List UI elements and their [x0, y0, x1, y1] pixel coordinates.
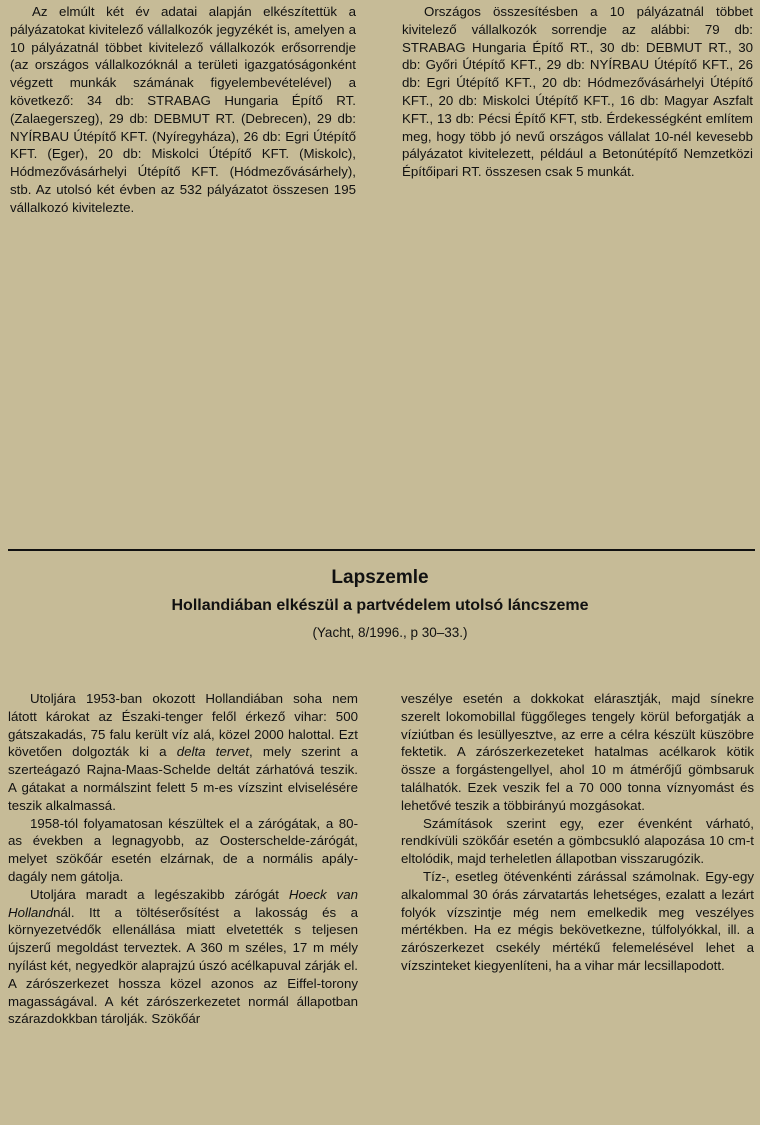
top-left-paragraph: Az elmúlt két év adatai alapján elkészítettük a pályázatokat kivitelező vállalkozók jegyzékét is, amelyen a 10 pályázatnál többet kivitelező vállalkozók erősorrendje (az országos vállalkozóknál a területi igazgatóságonként végzett munkák számának figyelembevételével) a következő: 34 db: STRABAG Hungaria Építő RT. (Zalaegerszeg), 29 db: DEBMUT RT. (Debrecen), 29 db: NYÍRBAU Útépítő KFT. (Nyíregyháza), 26 db: Egri Útépítő KFT. (Eger), 20 db: Miskolci Útépítő KFT. (Miskolc), Hódmezővásárhelyi Útépítő KFT. (Hódmezővásárhely), stb. Az utolsó két évben az 532 pályázatot összesen 195 vállalkozó kivitelezte.	[10, 4, 356, 215]
article-paragraph-1: Utoljára 1953-ban okozott Hollandiában soha nem látott károkat az Északi-tenger felől érkező vihar: 500 gátszakadás, 75 falu került víz alá, közel 2000 halottal. Ezt követően dolgozták ki a delta tervet, mely szerint a szerteágazó Rajna-Maas-Schelde deltát zárhatóvá teszik. A gátakat a normálszint felett 5 m-es vízszint elviselésére teszik alkalmassá.	[8, 691, 358, 813]
top-left-column	[10, 3, 356, 217]
section-title: Lapszemle	[331, 567, 429, 588]
article-citation: (Yacht, 8/1996., p 30–33.)	[312, 625, 468, 640]
article-left-column	[8, 690, 358, 1028]
article-paragraph-4: veszélye esetén a dokkokat elárasztják, majd sínekre szerelt lokomobillal függőleges tengely körül beforgatják a víziútban és lesüllyesztve, az erre a célra készült küszöbre fektetik. A zárószerkezeteket hatalmas acélkarok kötik össze a forgástengellyel, ahol 10 m átmérőjű gömbsaruk találhatók. Ezek veszik fel a 70 000 tonna víznyomást és lehetővé teszik a többirányú mozgásokat.	[401, 691, 754, 813]
top-right-paragraph: Országos összesítésben a 10 pályázatnál többet kivitelező vállalkozók sorrendje az alábbi: 79 db: STRABAG Hungaria Építő RT., 30 db: DEBMUT RT., 30 db: Győri Útépítő KFT., 29 db: NYÍRBAU Útépítő KFT., 26 db: Egri Útépítő KFT., 20 db: Hódmezővásárhelyi Útépítő KFT., 20 db: Miskolci Útépítő KFT., 16 db: Magyar Aszfalt KFT., 13 db: Pécsi Építő KFT, stb. Érdekességként említem meg, hogy több jó nevű országos vállalat 10-nél kevesebb pályázatot kivitelezett, például a Betonútépítő Nemzetközi Építőipari RT. összesen csak 5 munkát.	[402, 4, 753, 180]
article-paragraph-6: Tíz-, esetleg ötévenkénti zárással számolnak. Egy-egy alkalommal 30 órás zárvatartás lehetséges, ezalatt a lezárt folyók vízszintje még nem emelkedik meg veszélyes mértékben. Ha ez mégis bekövetkezne, túlfolyókkal, ill. a zárószerkezet csekély mértékű felemelésével lehet a vízszinteket kiegyenlíteni, ha a vihar már lecsillapodott.	[401, 868, 754, 973]
article-right-column	[401, 690, 754, 975]
article-paragraph-2: 1958-tól folyamatosan készültek el a zárógátak, a 80-as években a legnagyobb, az Oosterschelde-zárógát, melyet szökőár esetén elzárnak, de a normális apály-dagály nem gátolja.	[8, 815, 358, 884]
article-paragraph-5: Számítások szerint egy, ezer évenként várható, rendkívüli szökőár esetén a gömbcsukló alapozása 10 cm-t eltolódik, majd terheletlen állapotban visszarugózik.	[401, 815, 754, 867]
article-title: Hollandiában elkészül a partvédelem utolsó láncszeme	[171, 597, 589, 614]
italic-term: delta tervet	[176, 744, 250, 760]
section-divider	[8, 549, 755, 551]
italic-place-name: Hoeck van Holland	[8, 886, 358, 920]
article-paragraph-3: Utoljára maradt a legészakibb zárógát Hoeck van Hollandnál. Itt a töltéserősítést a lakosság és a környezetvédők ellenállása miatt elvetették s teljesen újszerű megoldást terveztek. A 360 m széles, 17 m mély nyílást két, negyedkör alaprajzú úszó acélkapuval zárják el. A zárószerkezet hossza közel azonos az Eiffel-torony magasságával. A két zárószerkezetet normál állapotban szárazdokkban tárolják. Szökőár	[8, 886, 358, 1027]
top-right-column	[402, 3, 753, 181]
